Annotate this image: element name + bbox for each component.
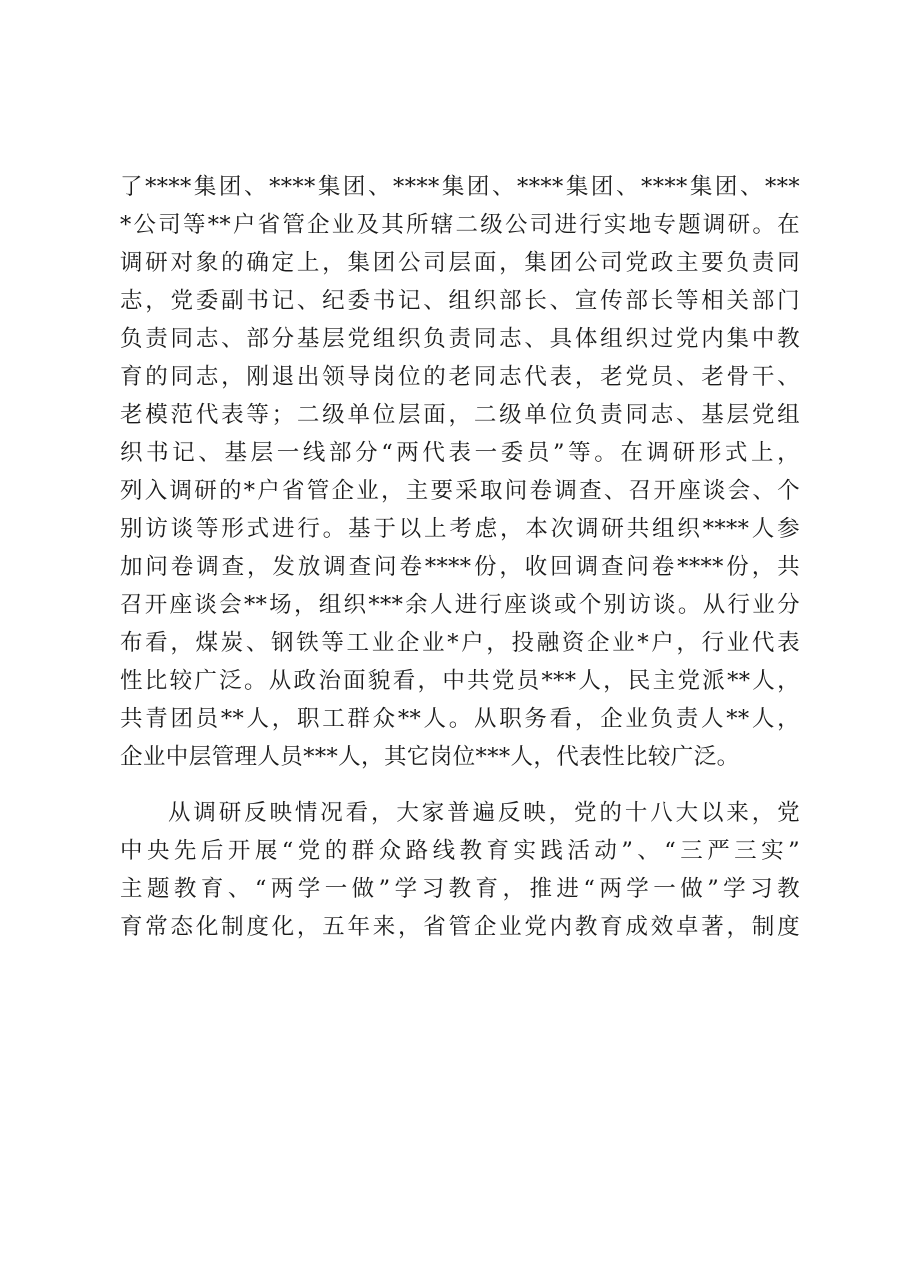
text-line: 主题教育、“两学一做”学习教育，推进“两学一做”学习教 [120, 876, 800, 902]
text-line: 调研对象的确定上，集团公司层面，集团公司党政主要负责同 [120, 250, 800, 276]
text-line: 从调研反映情况看，大家普遍反映，党的十八大以来，党 [168, 800, 800, 826]
text-line: 共青团员**人，职工群众**人。从职务看，企业负责人**人， [120, 706, 800, 732]
text-line: 召开座谈会**场，组织***余人进行座谈或个别访谈。从行业分 [120, 592, 800, 618]
text-line: 织书记、基层一线部分“两代表一委员”等。在调研形式上， [120, 440, 800, 466]
text-line: 企业中层管理人员***人，其它岗位***人，代表性比较广泛。 [120, 744, 740, 770]
text-line: 性比较广泛。从政治面貌看，中共党员***人，民主党派**人， [120, 668, 800, 694]
text-line: 育的同志，刚退出领导岗位的老同志代表，老党员、老骨干、 [120, 364, 800, 390]
document-body [120, 168, 800, 946]
text-line: 负责同志、部分基层党组织负责同志、具体组织过党内集中教 [120, 326, 800, 352]
text-line: 了****集团、****集团、****集团、****集团、****集团、*** [120, 174, 800, 200]
text-line: 老模范代表等；二级单位层面，二级单位负责同志、基层党组 [120, 402, 800, 428]
paragraph-2 [120, 794, 800, 946]
text-line: 中央先后开展“党的群众路线教育实践活动”、“三严三实” [120, 838, 800, 864]
text-line: 加问卷调查，发放调查问卷****份，收回调查问卷****份，共 [120, 554, 800, 580]
text-line: *公司等**户省管企业及其所辖二级公司进行实地专题调研。在 [120, 212, 800, 238]
text-line: 布看，煤炭、钢铁等工业企业*户，投融资企业*户，行业代表 [120, 630, 800, 656]
text-line: 列入调研的*户省管企业，主要采取问卷调查、召开座谈会、个 [120, 478, 800, 504]
text-line: 育常态化制度化，五年来，省管企业党内教育成效卓著，制度 [120, 914, 800, 940]
text-line: 志，党委副书记、纪委书记、组织部长、宣传部长等相关部门 [120, 288, 800, 314]
paragraph-1 [120, 168, 800, 776]
text-line: 别访谈等形式进行。基于以上考虑，本次调研共组织****人参 [120, 516, 800, 542]
paragraph-spacer [120, 776, 800, 794]
